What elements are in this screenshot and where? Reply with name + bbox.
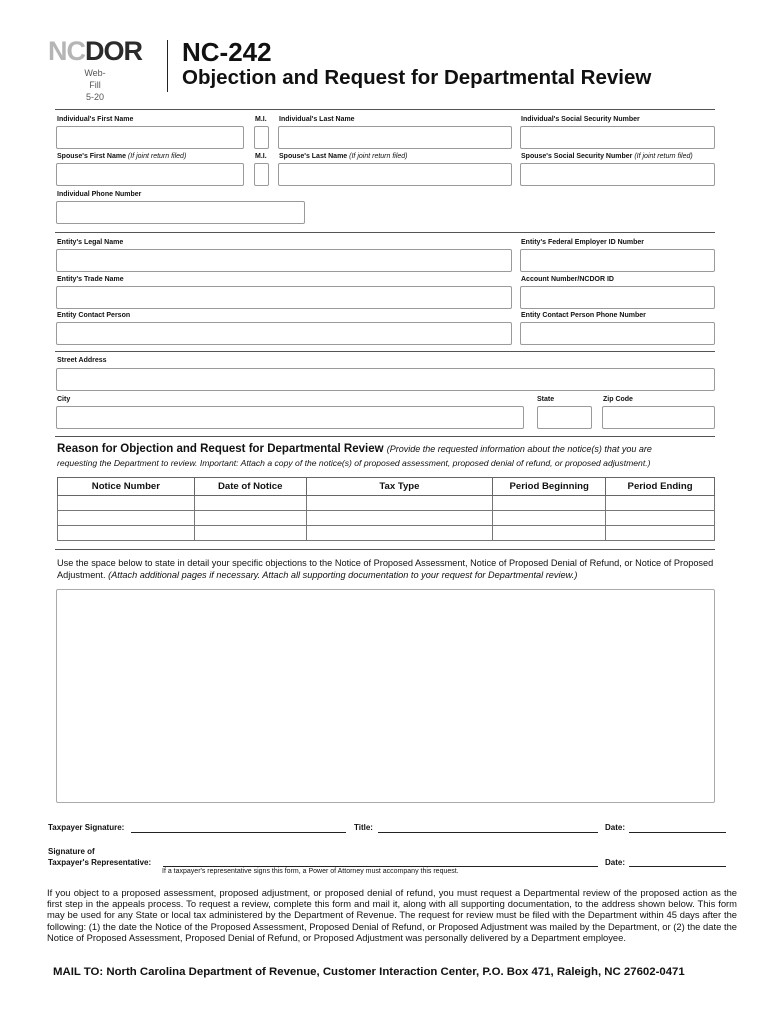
- table-cell[interactable]: [493, 496, 606, 511]
- contact-person-input[interactable]: [56, 322, 512, 345]
- zip-label: Zip Code: [603, 396, 633, 403]
- objection-instructions: [57, 557, 717, 581]
- taxpayer-signature-line[interactable]: [131, 832, 346, 833]
- table-row: [58, 496, 715, 511]
- spouse-mi-input[interactable]: [254, 163, 269, 186]
- spouse-first-input[interactable]: [56, 163, 244, 186]
- reason-subline: requesting the Department to review. Important: Attach a copy of the notice(s) of proposed assessment, proposed denial of refund, or proposed adjustment.): [57, 458, 651, 468]
- table-cell[interactable]: [606, 526, 715, 541]
- spouse-last-input[interactable]: [278, 163, 512, 186]
- table-cell[interactable]: [58, 496, 195, 511]
- section-rule-reason: [55, 436, 715, 437]
- reason-heading-text: Reason for Objection and Request for Departmental Review: [57, 443, 384, 455]
- logo-nc: NC: [48, 36, 85, 66]
- joint-note: (If joint return filed): [634, 153, 693, 160]
- form-number: NC-242: [182, 37, 272, 67]
- last-name-input[interactable]: [278, 126, 512, 149]
- table-cell[interactable]: [306, 511, 493, 526]
- reason-heading: [57, 443, 652, 455]
- phone-input[interactable]: [56, 201, 305, 224]
- date-of-notice-header: Date of Notice: [194, 478, 306, 496]
- objection-textarea[interactable]: [56, 589, 715, 803]
- version-text: 5-20: [85, 92, 104, 102]
- state-input[interactable]: [537, 406, 592, 429]
- section-rule-objection: [55, 549, 715, 550]
- objection-italic: (Attach additional pages if necessary. Attach all supporting documentation to your request for Departmental review.): [108, 570, 578, 580]
- street-input[interactable]: [56, 368, 715, 391]
- last-name-label: Individual's Last Name: [279, 116, 355, 123]
- ssn-input[interactable]: [520, 126, 715, 149]
- table-cell[interactable]: [306, 496, 493, 511]
- section-rule-address: [55, 351, 715, 352]
- web-fill-label: [80, 67, 110, 103]
- date2-line[interactable]: [629, 866, 726, 867]
- instructions-paragraph: If you object to a proposed assessment, proposed adjustment, or proposed denial of refund, you must request a Departmental review of the proposed action as the first step in the appeals process. To request a review, complete this form and mail it, along with all supporting documentation, to the address shown below. This form may be used for any State or local tax administered by the Department of Revenue. The request for review must be filed with the Department within 45 days after the following: (1) the date the Notice of the Proposed Assessment, Proposed Denial of Refund, or Proposed Adjustment was mailed by the Department, or (2) the date the Notice of Proposed Assessment, Proposed Denial of Refund, or Proposed Adjustment was personally delivered by a Department employee.: [47, 887, 737, 943]
- tax-type-header: Tax Type: [306, 478, 493, 496]
- phone-label: Individual Phone Number: [57, 191, 142, 198]
- mi-label: M.I.: [255, 116, 267, 123]
- web-fill-text: Web-Fill: [84, 68, 106, 90]
- header-divider: [167, 40, 168, 92]
- spouse-first-text: Spouse's First Name: [57, 153, 126, 160]
- joint-note: (If joint return filed): [127, 153, 187, 160]
- spouse-ssn-label: [521, 153, 693, 160]
- date2-label: Date:: [605, 858, 626, 867]
- notice-table-header: [58, 478, 715, 496]
- spouse-last-text: Spouse's Last Name: [279, 153, 348, 160]
- fein-input[interactable]: [520, 249, 715, 272]
- entity-legal-input[interactable]: [56, 249, 512, 272]
- account-input[interactable]: [520, 286, 715, 309]
- entity-trade-input[interactable]: [56, 286, 512, 309]
- city-label: City: [57, 396, 71, 403]
- date-line[interactable]: [629, 832, 726, 833]
- ncdor-logo: [48, 38, 158, 65]
- contact-person-label: Entity Contact Person: [57, 312, 131, 319]
- joint-note: (If joint return filed): [349, 153, 408, 160]
- entity-legal-label: Entity's Legal Name: [57, 239, 124, 246]
- state-label: State: [537, 396, 555, 403]
- table-cell[interactable]: [194, 511, 306, 526]
- table-cell[interactable]: [58, 526, 195, 541]
- table-cell[interactable]: [194, 496, 306, 511]
- notice-number-header: Notice Number: [58, 478, 195, 496]
- table-row: [58, 526, 715, 541]
- spouse-ssn-text: Spouse's Social Security Number: [521, 153, 633, 160]
- spouse-mi-label: M.I.: [255, 153, 267, 160]
- poa-note: If a taxpayer's representative signs this form, a Power of Attorney must accompany this request.: [162, 868, 459, 875]
- header-rule: [55, 109, 715, 110]
- city-input[interactable]: [56, 406, 524, 429]
- table-row: [58, 511, 715, 526]
- logo-dor: DOR: [85, 36, 142, 66]
- title-line[interactable]: [378, 832, 598, 833]
- spouse-ssn-input[interactable]: [520, 163, 715, 186]
- notice-table: [57, 477, 715, 541]
- ssn-label: Individual's Social Security Number: [521, 116, 640, 123]
- entity-trade-label: Entity's Trade Name: [57, 276, 124, 283]
- form-title: Objection and Request for Departmental Review: [182, 66, 652, 89]
- taxpayer-signature-label: Taxpayer Signature:: [48, 823, 125, 832]
- street-label: Street Address: [57, 357, 107, 364]
- mail-to-address: MAIL TO: North Carolina Department of Revenue, Customer Interaction Center, P.O. Box 471, Raleigh, NC 27602-0471: [53, 966, 685, 978]
- account-label: Account Number/NCDOR ID: [521, 276, 614, 283]
- objection-text: Use the space below to state in detail your specific objections to the Notice of Proposed Assessment, Notice of Proposed Denial of Refund, or Notice of Proposed Adjustment.: [57, 558, 714, 580]
- first-name-label: Individual's First Name: [57, 116, 134, 123]
- spouse-first-label: [57, 153, 186, 160]
- table-cell[interactable]: [306, 526, 493, 541]
- contact-phone-label: Entity Contact Person Phone Number: [521, 312, 646, 319]
- table-cell[interactable]: [58, 511, 195, 526]
- zip-input[interactable]: [602, 406, 715, 429]
- fein-label: Entity's Federal Employer ID Number: [521, 239, 645, 246]
- contact-phone-input[interactable]: [520, 322, 715, 345]
- period-ending-header: Period Ending: [606, 478, 715, 496]
- spouse-last-label: [279, 153, 408, 160]
- rep-signature-line[interactable]: [163, 866, 598, 867]
- table-cell[interactable]: [606, 496, 715, 511]
- rep-label-line1: Signature of: [48, 847, 95, 856]
- table-cell[interactable]: [606, 511, 715, 526]
- table-cell[interactable]: [493, 511, 606, 526]
- section-rule-entity: [55, 232, 715, 233]
- title-label: Title:: [354, 823, 373, 832]
- table-cell[interactable]: [194, 526, 306, 541]
- first-name-input[interactable]: [56, 126, 244, 149]
- rep-label-line2: Taxpayer's Representative:: [48, 858, 152, 867]
- table-cell[interactable]: [493, 526, 606, 541]
- period-beginning-header: Period Beginning: [493, 478, 606, 496]
- reason-heading-note: (Provide the requested information about the notice(s) that you are: [386, 444, 652, 454]
- date-label: Date:: [605, 823, 626, 832]
- mi-input[interactable]: [254, 126, 269, 149]
